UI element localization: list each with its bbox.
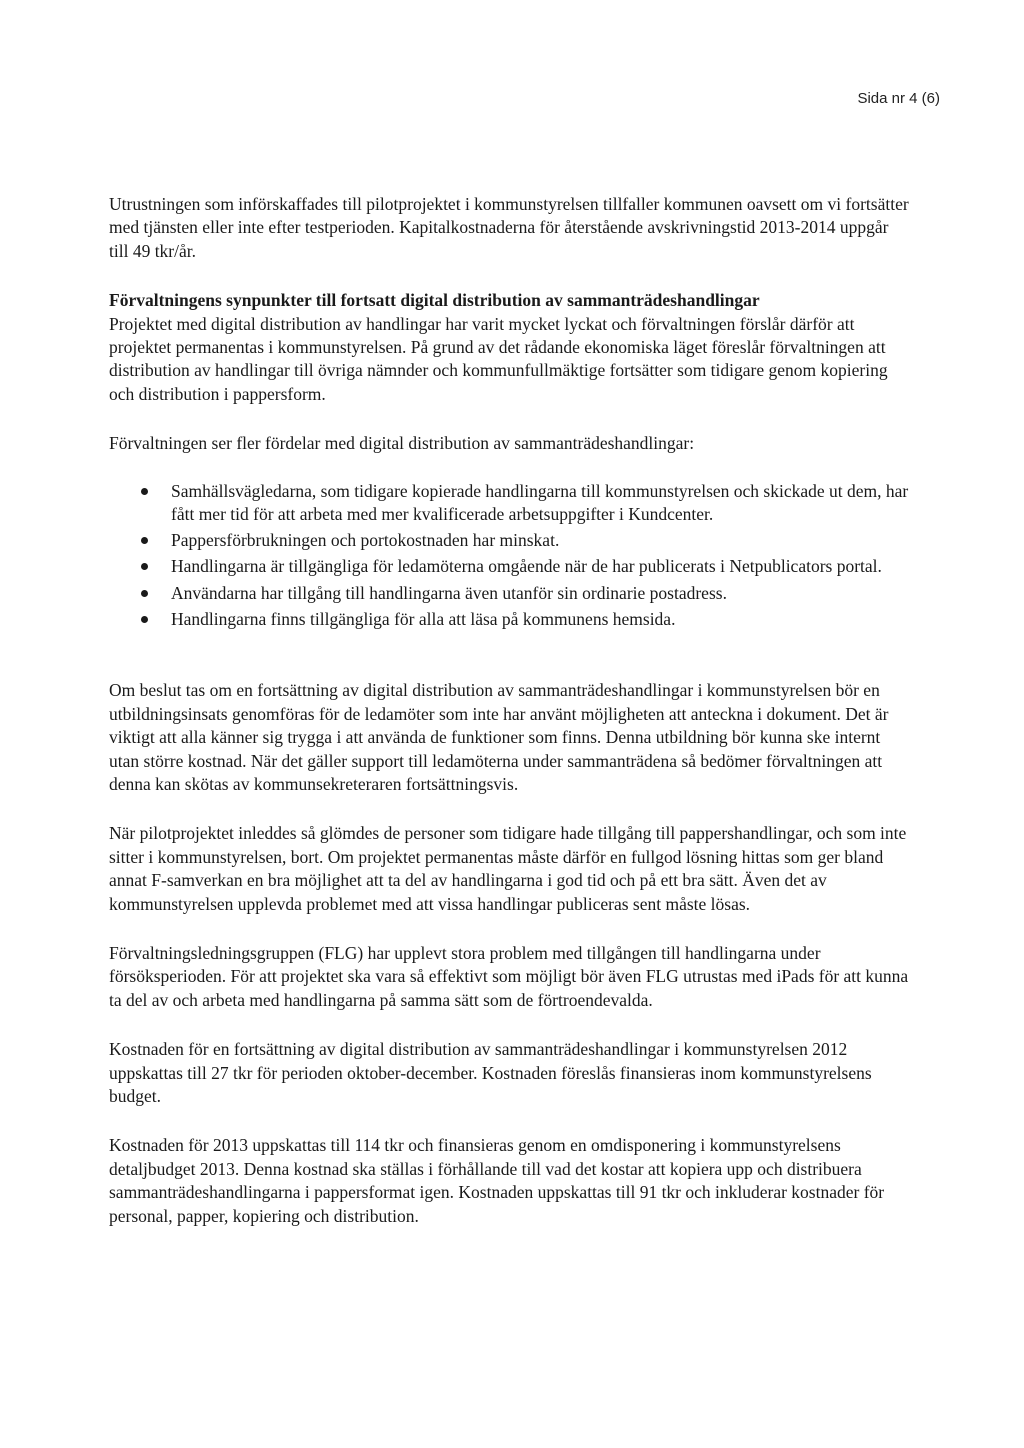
list-item — [171, 480, 909, 527]
benefits-intro: Förvaltningen ser fler fördelar med digital distribution av sammanträdeshandlingar: — [109, 433, 695, 454]
intro-paragraph: Utrustningen som införskaffades till pilotprojektet i kommunstyrelsen tillfaller kommunen oavsett om vi fortsätter med tjänsten eller inte efter testperioden. Kapitalkostnaderna för återstående avskrivningstid 2013-2014 uppgår till 49 tkr/år. — [109, 194, 909, 261]
kostnad-2012-paragraph: Kostnaden för en fortsättning av digital distribution av sammanträdeshandlingar i kommunstyrelsen 2012 uppskattas till 27 tkr för perioden oktober-december. Kostnaden föreslås finansieras inom kommunstyrelsens budget. — [109, 1039, 872, 1106]
bullet-icon — [141, 616, 148, 623]
synpunkter-section — [109, 289, 909, 406]
utbildning-paragraph: Om beslut tas om en fortsättning av digital distribution av sammanträdeshandlingar i kommunstyrelsen bör en utbildningsinsats genomföras för de ledamöter som inte har använt möjligheten att anteckna i dokument. Det är viktigt att alla känner sig trygga i att använda de funktioner som finns. Denna utbildning bör kunna ske internt utan större kostnad. När det gäller support till ledamöterna under sammanträdena så bedömer förvaltningen att denna kan skötas av kommunsekreteraren fortsättningsvis. — [109, 680, 889, 794]
list-item — [171, 555, 909, 578]
bullet-icon — [141, 488, 148, 495]
bullet-icon — [141, 537, 148, 544]
synpunkter-paragraph: Projektet med digital distribution av handlingar har varit mycket lyckat och förvaltningen förslår därför att projektet permanentas i kommunstyrelsen. På grund av det rådande ekonomiska läget föreslår förvaltningen att distribution av handlingar till övriga nämnder och kommunfullmäktige fortsätter som tidigare genom kopiering och distribution i pappersform. — [109, 313, 888, 404]
list-item-text: Pappersförbrukningen och portokostnaden har minskat. — [171, 530, 560, 551]
benefits-list — [109, 480, 909, 632]
kostnad-2013-paragraph: Kostnaden för 2013 uppskattas till 114 tkr och finansieras genom en omdisponering i kommunstyrelsens detaljbudget 2013. Denna kostnad ska ställas i förhållande till vad det kostar att kopiera upp och distribuera sammanträdeshandlingarna i pappersformat igen. Kostnaden uppskattas till 91 tkr och inkluderar kostnader för personal, papper, kopiering och distribution. — [109, 1135, 885, 1226]
pilotprojekt-paragraph: När pilotprojektet inleddes så glömdes de personer som tidigare hade tillgång till pappershandlingar, och som inte sitter i kommunstyrelsen, bort. Om projektet permanentas måste därför en fullgod lösning hittas som ger bland annat F-samverkan en bra möjlighet att ta del av handlingarna i god tid och på ett bra sätt. Även det av kommunstyrelsen upplevda problemet med att vissa handlingar publiceras sent måste lösas. — [109, 823, 907, 914]
flg-paragraph: Förvaltningsledningsgruppen (FLG) har upplevt stora problem med tillgången till handlingarna under försöksperioden. För att projektet ska vara så effektivt som möjligt bör även FLG utrustas med iPads för att kunna ta del av och arbeta med handlingarna på samma sätt som de förtroendevalda. — [109, 942, 909, 1010]
section-heading: Förvaltningens synpunkter till fortsatt digital distribution av sammanträdeshandlingar — [109, 290, 760, 311]
document-body — [109, 193, 909, 1254]
list-item-text: Handlingarna är tillgängliga för ledamöterna omgående när de har publicerats i Netpublicators portal. — [171, 556, 882, 577]
page-number: Sida nr 4 (6) — [857, 90, 940, 107]
list-item-text: Handlingarna finns tillgängliga för alla att läsa på kommunens hemsida. — [171, 608, 676, 629]
bullet-icon — [141, 590, 148, 597]
list-item — [171, 582, 909, 605]
list-item — [171, 529, 909, 552]
bullet-icon — [141, 563, 148, 570]
list-item-text: Samhällsvägledarna, som tidigare kopierade handlingarna till kommunstyrelsen och skickade ut dem, har fått mer tid för att arbeta med mer kvalificerade arbetsuppgifter i Kundcenter. — [171, 480, 909, 525]
list-item-text: Användarna har tillgång till handlingarna även utanför sin ordinarie postadress. — [171, 582, 727, 603]
list-item — [171, 608, 909, 631]
